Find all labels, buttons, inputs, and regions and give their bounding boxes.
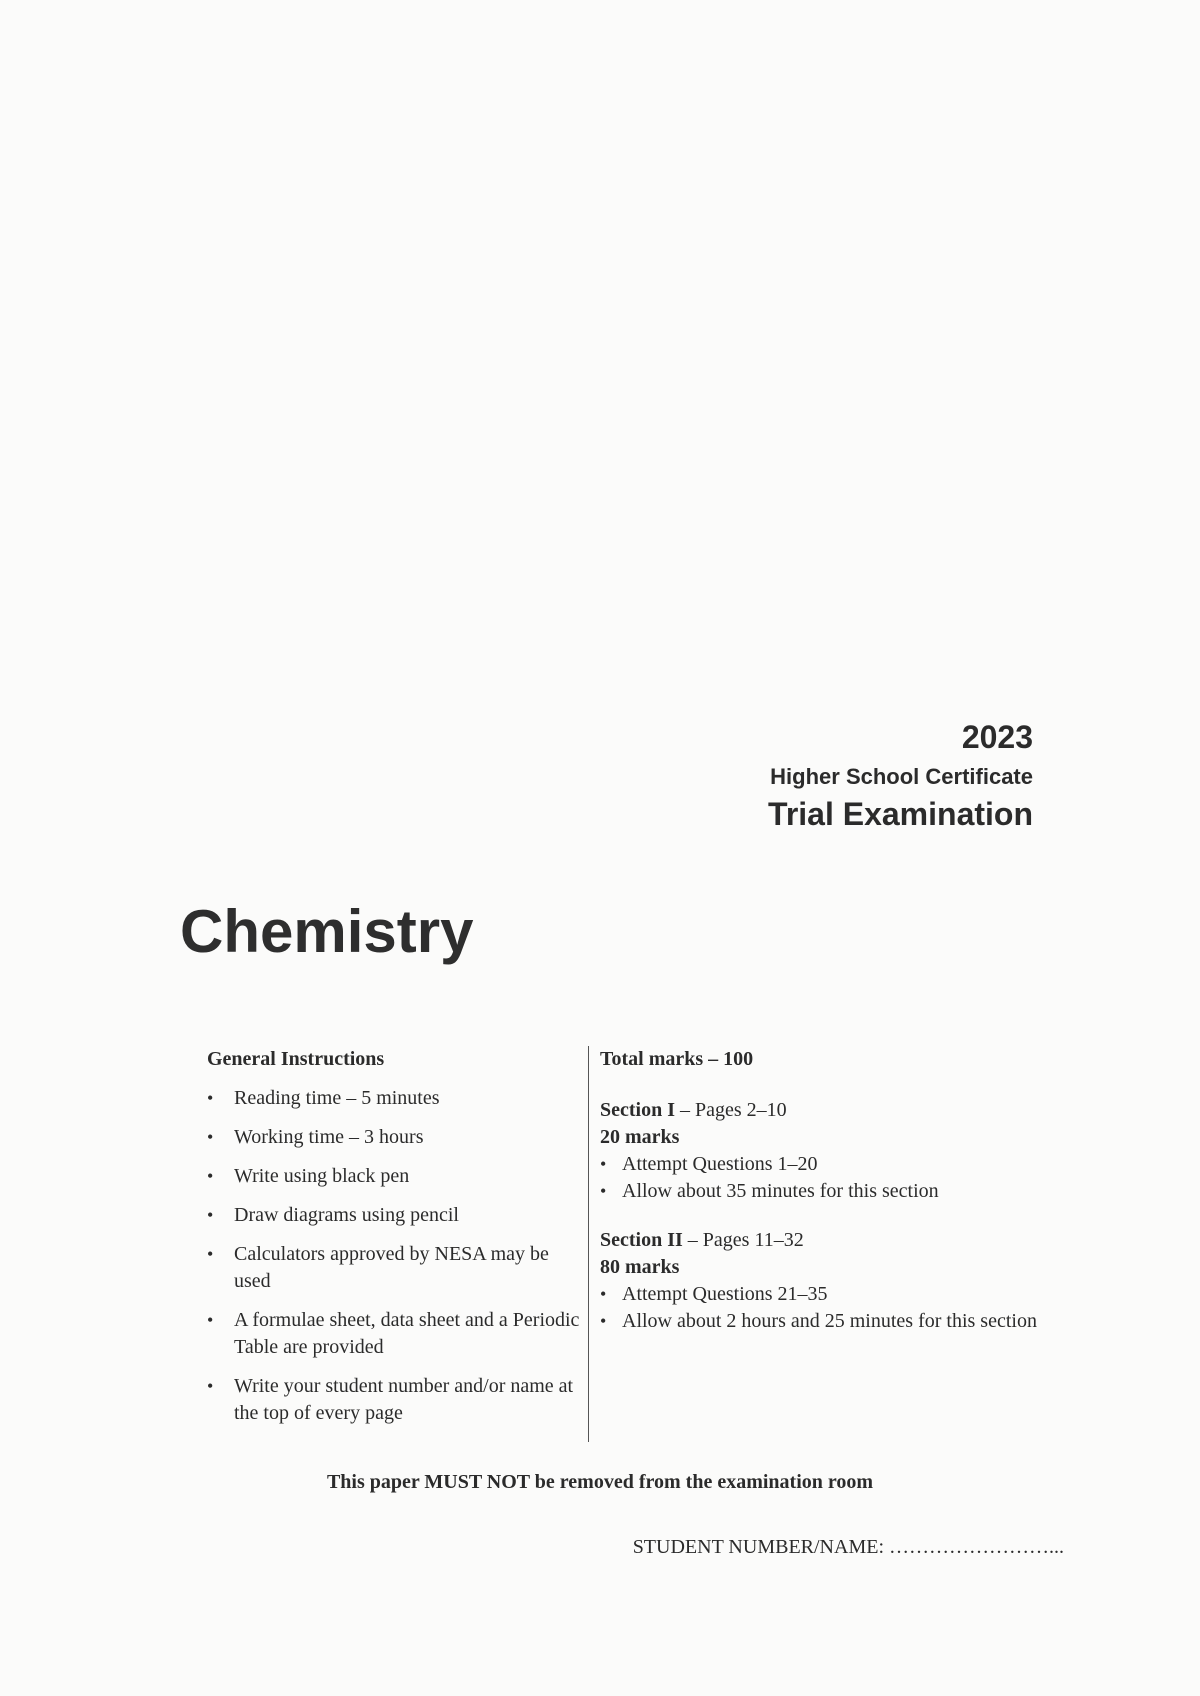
marks-summary <box>600 1046 1040 1357</box>
list-item: • Working time – 3 hours <box>207 1124 582 1151</box>
column-divider <box>588 1046 589 1442</box>
section-2-heading <box>600 1227 1040 1254</box>
section-2-list <box>600 1281 1040 1335</box>
instructions-title: General Instructions <box>207 1048 385 1070</box>
exam-type: Trial Examination <box>768 796 1033 832</box>
list-item: • Write your student number and/or name at the top of every page <box>207 1373 582 1427</box>
section-1-marks: 20 marks <box>600 1126 680 1148</box>
list-item: • A formulae sheet, data sheet and a Periodic Table are provided <box>207 1307 582 1361</box>
section-1-heading <box>600 1097 1040 1124</box>
section-name: Section I <box>600 1099 675 1121</box>
section-pages: – Pages 11–32 <box>682 1229 804 1251</box>
general-instructions <box>207 1046 582 1439</box>
instructions-list <box>207 1085 582 1427</box>
section-pages: – Pages 2–10 <box>675 1099 787 1121</box>
subject-title: Chemistry <box>180 898 474 965</box>
certificate-name: Higher School Certificate <box>770 764 1033 789</box>
section-name: Section II <box>600 1229 683 1251</box>
list-item: • Write using black pen <box>207 1163 582 1190</box>
list-item: • Allow about 35 minutes for this section <box>600 1178 1040 1205</box>
list-item: • Reading time – 5 minutes <box>207 1085 582 1112</box>
list-item: • Attempt Questions 21–35 <box>600 1281 1040 1308</box>
list-item: • Calculators approved by NESA may be used <box>207 1241 582 1295</box>
exam-year: 2023 <box>961 719 1033 755</box>
student-number-field: STUDENT NUMBER/NAME: ……………………... <box>632 1536 1064 1558</box>
list-item: • Allow about 2 hours and 25 minutes for this section <box>600 1308 1040 1335</box>
total-marks: Total marks – 100 <box>600 1048 754 1070</box>
section-1-list <box>600 1151 1040 1205</box>
removal-notice: This paper MUST NOT be removed from the examination room <box>326 1471 874 1493</box>
exam-header <box>768 718 1033 834</box>
list-item: • Attempt Questions 1–20 <box>600 1151 1040 1178</box>
section-2-marks: 80 marks <box>600 1256 680 1278</box>
list-item: • Draw diagrams using pencil <box>207 1202 582 1229</box>
